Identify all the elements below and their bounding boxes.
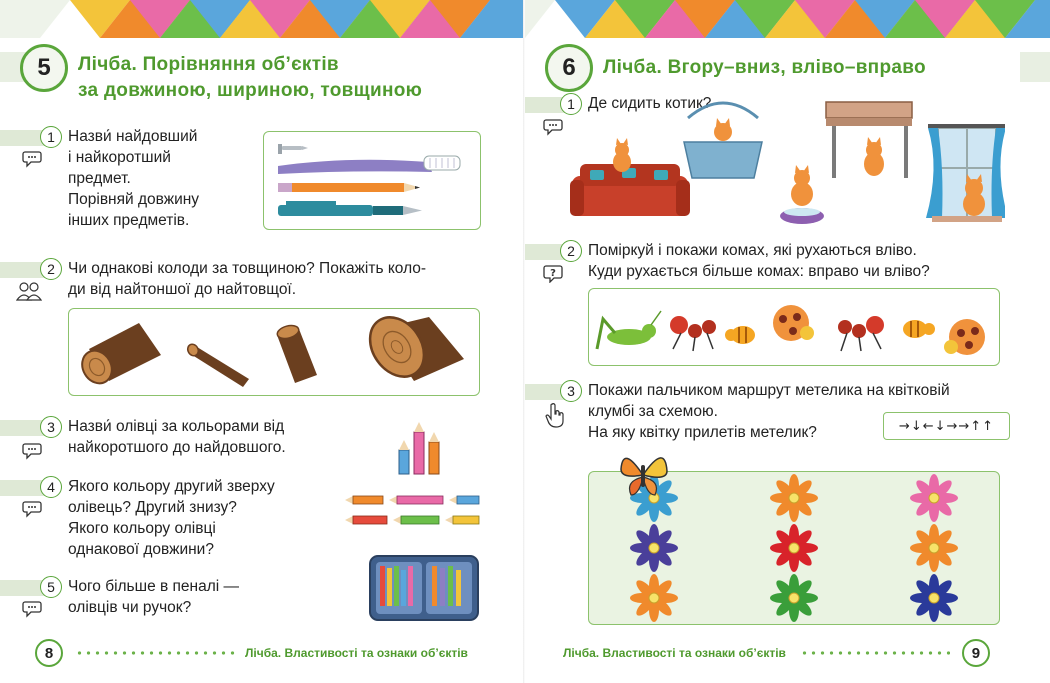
pencil-icon bbox=[449, 496, 479, 504]
cat-icon bbox=[613, 138, 631, 172]
lesson-title-line-2: за довжиною, шириною, товщиною bbox=[78, 80, 423, 101]
task-bar bbox=[0, 480, 45, 496]
color-banner bbox=[0, 0, 525, 38]
task-line: Порівняй довжину bbox=[68, 191, 200, 208]
flower-icon bbox=[910, 474, 958, 522]
task-line: ди від найтоншої до найтовщої. bbox=[68, 281, 297, 298]
cat-icon bbox=[864, 137, 884, 176]
task-line: Покажи пальчиком маршрут метелика на квітковій bbox=[588, 382, 950, 399]
bee-icon bbox=[903, 320, 935, 338]
task-text bbox=[68, 576, 239, 618]
logs-frame bbox=[68, 308, 480, 396]
objects-illustration bbox=[264, 132, 479, 228]
task-2 bbox=[40, 258, 426, 300]
task-line: Якого кольору олівці bbox=[68, 520, 216, 537]
standing-pencils-illustration bbox=[393, 420, 449, 478]
task-text bbox=[68, 476, 275, 560]
lying-pencils-illustration bbox=[343, 494, 483, 530]
task-bar bbox=[0, 262, 45, 278]
insects-frame bbox=[588, 288, 1000, 366]
task-bar bbox=[0, 420, 45, 436]
task-number: 4 bbox=[40, 476, 62, 498]
task-line: інших предметів. bbox=[68, 212, 190, 229]
task-line: Чого більше в пеналі — bbox=[68, 578, 240, 595]
lesson-title-line-1: Лічба. Порівняння об’єктів bbox=[78, 54, 339, 75]
pencil-icon bbox=[393, 516, 439, 524]
flower-icon bbox=[910, 524, 958, 572]
task-line: клумбі за схемою. bbox=[588, 403, 718, 420]
cat-scene-illustration bbox=[570, 98, 1005, 226]
pencil-icon bbox=[389, 496, 443, 504]
sofa-icon bbox=[570, 164, 690, 216]
log-icon bbox=[359, 309, 464, 387]
lesson-header bbox=[20, 44, 422, 104]
color-banner bbox=[525, 0, 1050, 38]
task-line: однакової довжини? bbox=[68, 541, 214, 558]
grasshopper-icon bbox=[597, 311, 661, 349]
bowl-icon bbox=[780, 208, 824, 224]
speech-bubble-icon bbox=[543, 116, 563, 136]
task-1 bbox=[40, 126, 199, 231]
ant-icon bbox=[670, 316, 716, 351]
speech-bubble-icon bbox=[22, 148, 42, 168]
lesson-title bbox=[78, 52, 422, 104]
task-bar bbox=[0, 130, 45, 146]
pencil-icon bbox=[429, 432, 439, 474]
footer-dots bbox=[800, 651, 950, 655]
task-4 bbox=[40, 476, 275, 560]
insects-illustration bbox=[589, 289, 998, 364]
task-number: 1 bbox=[40, 126, 62, 148]
cat-icon bbox=[714, 118, 732, 141]
task-text bbox=[68, 416, 286, 458]
page-footer bbox=[35, 639, 468, 667]
task-line: На яку квітку прилетів метелик? bbox=[588, 424, 817, 441]
task-number: 1 bbox=[560, 93, 582, 115]
task-line: Де сидить котик? bbox=[588, 95, 712, 112]
pencil-icon bbox=[345, 516, 387, 524]
task-number: 3 bbox=[560, 380, 582, 402]
page-number: 9 bbox=[962, 639, 990, 667]
objects-frame bbox=[263, 131, 481, 230]
task-line: предмет. bbox=[68, 170, 131, 187]
task-number: 2 bbox=[40, 258, 62, 280]
pair-work-icon bbox=[16, 281, 42, 301]
footer-dots bbox=[75, 651, 237, 655]
task-number: 5 bbox=[40, 576, 62, 598]
flower-icon bbox=[910, 574, 958, 622]
task-number: 3 bbox=[40, 416, 62, 438]
task-line: Назви́ олівці за кольорами від bbox=[68, 418, 285, 435]
flower-icon bbox=[630, 524, 678, 572]
log-icon bbox=[186, 342, 249, 387]
route-scheme: →↓←↓→→↑↑ bbox=[883, 412, 1010, 440]
ant-icon bbox=[838, 316, 884, 351]
task-3 bbox=[40, 416, 286, 458]
task-text bbox=[68, 126, 199, 231]
flower-icon bbox=[630, 574, 678, 622]
task-line: Назви́ найдовший bbox=[68, 128, 198, 145]
lesson-tab bbox=[1020, 52, 1050, 82]
pencil-case-illustration bbox=[368, 552, 480, 624]
page-footer bbox=[563, 639, 990, 667]
speech-bubble-icon bbox=[22, 498, 42, 518]
butterfly-icon bbox=[617, 447, 669, 503]
task-line: Якого кольору другий зверху bbox=[68, 478, 275, 495]
task-5 bbox=[40, 576, 239, 618]
pencil-icon bbox=[278, 183, 420, 192]
pencil-icon bbox=[445, 516, 479, 524]
lesson-header bbox=[545, 44, 926, 92]
flower-icon bbox=[770, 474, 818, 522]
pencil-icon bbox=[345, 496, 383, 504]
pencil-icon bbox=[414, 422, 424, 474]
task-2 bbox=[560, 240, 930, 282]
task-line: олівець? Другий знизу? bbox=[68, 499, 237, 516]
flower-icon bbox=[770, 574, 818, 622]
logs-illustration bbox=[69, 309, 478, 394]
cat-icon bbox=[791, 165, 813, 206]
pencil-icon bbox=[399, 440, 409, 474]
speech-bubble-icon bbox=[22, 598, 42, 618]
lesson-title: Лічба. Вгору–вниз, вліво–вправо bbox=[603, 57, 926, 78]
speech-bubble-icon bbox=[22, 440, 42, 460]
task-text bbox=[68, 258, 426, 300]
task-line: і найкоротший bbox=[68, 149, 171, 166]
flower-icon bbox=[770, 524, 818, 572]
bee-icon bbox=[725, 326, 755, 344]
task-line: Чи однакові колоди за товщиною? Покажіть коло- bbox=[68, 260, 427, 277]
pen-icon bbox=[278, 201, 422, 216]
ladybug-icon bbox=[773, 305, 814, 341]
footer-text: Лічба. Властивості та ознаки об’єктів bbox=[245, 646, 468, 660]
svg-text:?: ? bbox=[550, 268, 556, 279]
task-bar bbox=[0, 580, 45, 596]
task-number: 2 bbox=[560, 240, 582, 262]
footer-text: Лічба. Властивості та ознаки об’єктів bbox=[563, 646, 786, 660]
ladybug-icon bbox=[944, 319, 985, 355]
lesson-number: 6 bbox=[545, 44, 593, 92]
right-page bbox=[525, 0, 1050, 683]
task-text bbox=[588, 240, 930, 282]
task-line: найкоротшого до найдовшого. bbox=[68, 439, 286, 456]
task-line: Куди рухається більше комах: вправо чи вліво? bbox=[588, 263, 930, 280]
task-line: олівців чи ручок? bbox=[68, 599, 192, 616]
pencil-icon bbox=[380, 566, 413, 606]
nail-icon bbox=[278, 144, 308, 154]
lesson-number: 5 bbox=[20, 44, 68, 92]
toothbrush-icon bbox=[278, 156, 460, 174]
log-icon bbox=[276, 323, 317, 383]
page-number: 8 bbox=[35, 639, 63, 667]
task-line: Поміркуй і покажи комах, які рухаються вліво. bbox=[588, 242, 917, 259]
log-icon bbox=[76, 323, 161, 389]
